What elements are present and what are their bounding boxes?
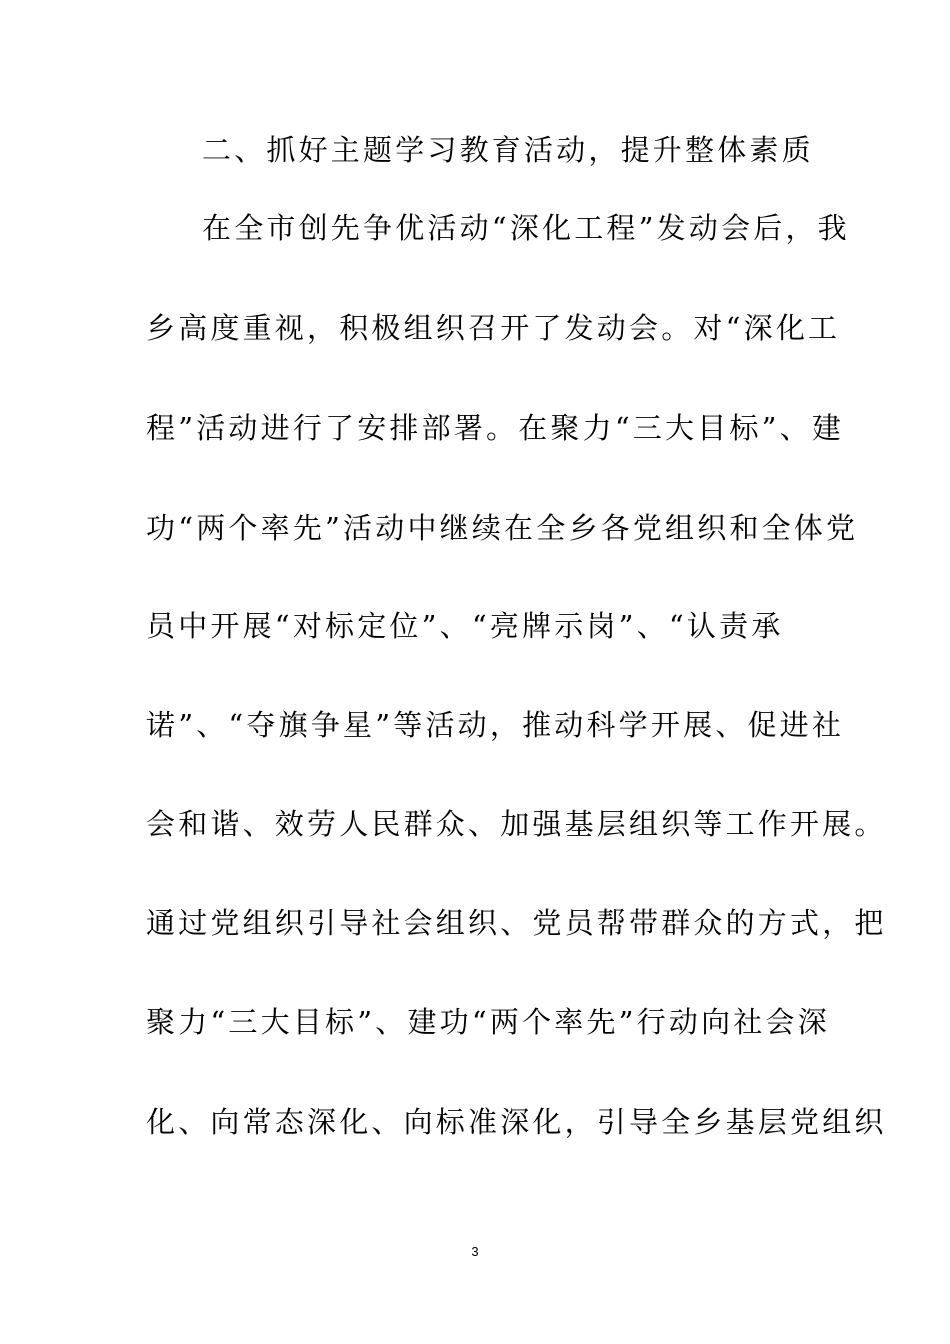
paragraph-line: 聚力“三大目标”、建功“两个率先”行动向社会深	[146, 1005, 830, 1039]
paragraph-line: 化、向常态深化、向标准深化，引导全乡基层党组织	[146, 1105, 887, 1139]
paragraph-line: 会和谐、效劳人民群众、加强基层组织等工作开展。	[146, 807, 887, 841]
paragraph-line: 功“两个率先”活动中继续在全乡各党组织和全体党	[146, 511, 859, 545]
paragraph-line: 诺”、“夺旗争星”等活动，推动科学开展、促进社	[146, 708, 845, 742]
paragraph-line: 在全市创先争优活动“深化工程”发动会后，我	[202, 211, 850, 245]
section-heading: 二、抓好主题学习教育活动，提升整体素质	[202, 133, 814, 167]
paragraph-line: 乡高度重视，积极组织召开了发动会。对“深化工	[146, 311, 841, 345]
paragraph-line: 程”活动进行了安排部署。在聚力“三大目标”、建	[146, 411, 845, 445]
paragraph-line: 员中开展“对标定位”、“亮牌示岗”、“认责承	[146, 609, 784, 643]
page-number: 3	[471, 1244, 479, 1259]
paragraph-line: 通过党组织引导社会组织、党员帮带群众的方式，把	[146, 906, 887, 940]
